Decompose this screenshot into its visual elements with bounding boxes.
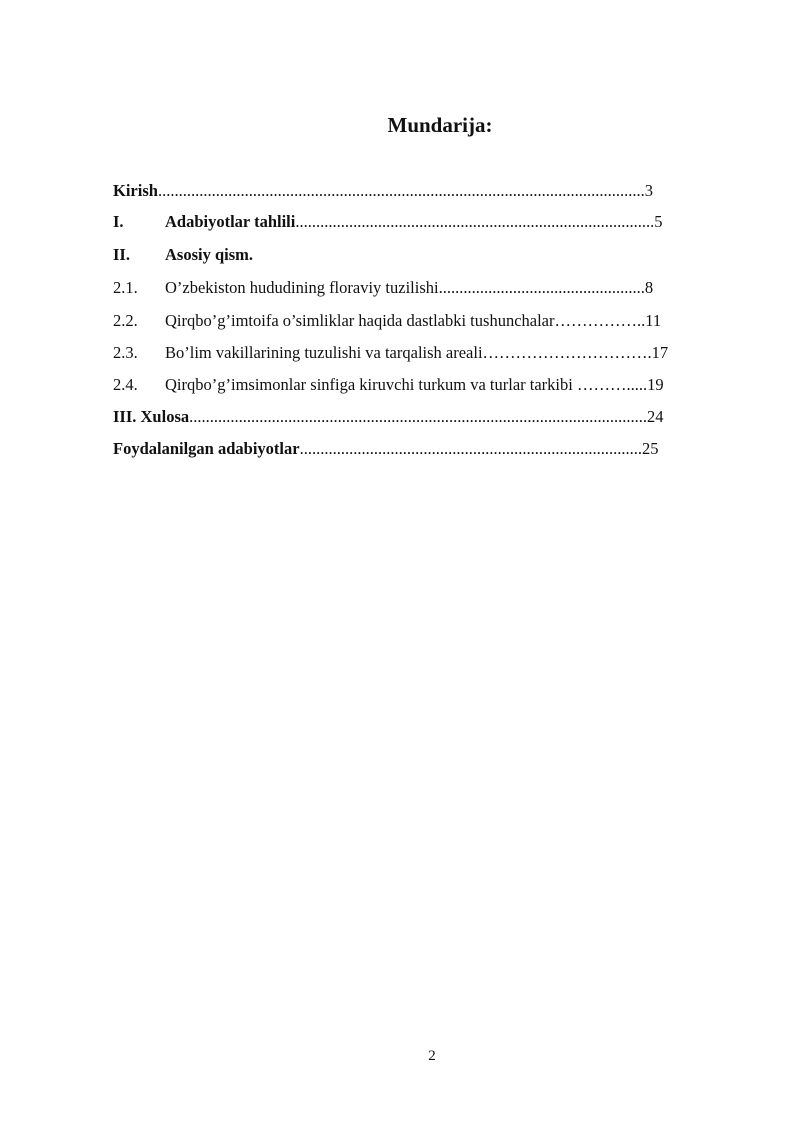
toc-entry-number: 2.4. bbox=[113, 375, 138, 394]
toc-entry-label: Foydalanilgan adabiyotlar bbox=[113, 439, 300, 458]
toc-leader-dots: ………..... bbox=[576, 375, 648, 394]
toc-leader-dots: ....................................................................................... bbox=[295, 212, 655, 231]
toc-page-ref: 5 bbox=[654, 212, 663, 231]
toc-page-ref: 25 bbox=[641, 439, 659, 458]
toc-leader-dots: ...................................................................................................................... bbox=[157, 181, 645, 200]
toc-entry-label: Qirqbo’g’imsimonlar sinfiga kiruvchi turkum va turlar tarkibi bbox=[165, 375, 577, 394]
toc-entry-label: Qirqbo’g’imtoifa o’simliklar haqida dastlabki tushunchalar bbox=[165, 311, 555, 330]
toc-leader-dots: ............................................................................................................... bbox=[189, 407, 647, 426]
toc-entry-2-1[interactable] bbox=[113, 277, 653, 299]
toc-entry-number: I. bbox=[113, 212, 124, 231]
toc-page-ref: 24 bbox=[647, 407, 664, 426]
toc-entry-xulosa[interactable] bbox=[113, 406, 664, 428]
toc-entry-label: O’zbekiston hududining floraviy tuzilishi bbox=[165, 278, 439, 297]
toc-leader-dots: ................................................................................... bbox=[299, 439, 642, 458]
toc-leader-dots: .................................................. bbox=[438, 278, 645, 297]
toc-entry-label: III. Xulosa bbox=[113, 407, 190, 426]
toc-entry-2-3[interactable] bbox=[113, 342, 668, 364]
toc-entry-asosiy-qism[interactable] bbox=[113, 244, 253, 266]
toc-entry-number: 2.3. bbox=[113, 343, 138, 362]
toc-page-ref: 17 bbox=[651, 343, 669, 362]
toc-entry-label: Kirish bbox=[113, 181, 158, 200]
toc-entry-kirish[interactable] bbox=[113, 180, 653, 202]
toc-page-ref: 3 bbox=[644, 181, 653, 200]
toc-entry-foydalanilgan-adabiyotlar[interactable] bbox=[113, 438, 658, 460]
toc-page-ref: 11 bbox=[645, 311, 662, 330]
toc-entry-number: 2.1. bbox=[113, 278, 138, 297]
toc-entry-label: Asosiy qism. bbox=[165, 245, 254, 264]
page-number: 2 bbox=[428, 1048, 436, 1064]
toc-page-ref: 19 bbox=[647, 375, 664, 394]
toc-page-ref: 8 bbox=[644, 278, 654, 297]
toc-entry-2-2[interactable] bbox=[113, 310, 661, 332]
toc-entry-number: 2.2. bbox=[113, 311, 138, 330]
toc-entry-adabiyotlar-tahlili[interactable] bbox=[113, 211, 662, 233]
toc-entry-number: II. bbox=[113, 245, 130, 264]
toc-leader-dots: …………………………. bbox=[482, 343, 652, 362]
toc-entry-label: Adabiyotlar tahlili bbox=[165, 212, 296, 231]
toc-entry-2-4[interactable] bbox=[113, 374, 664, 396]
toc-leader-dots: …………….. bbox=[554, 311, 646, 330]
toc-title: Mundarija: bbox=[387, 113, 493, 137]
toc-entry-label: Bo’lim vakillarining tuzulishi va tarqalish areali bbox=[165, 343, 483, 362]
